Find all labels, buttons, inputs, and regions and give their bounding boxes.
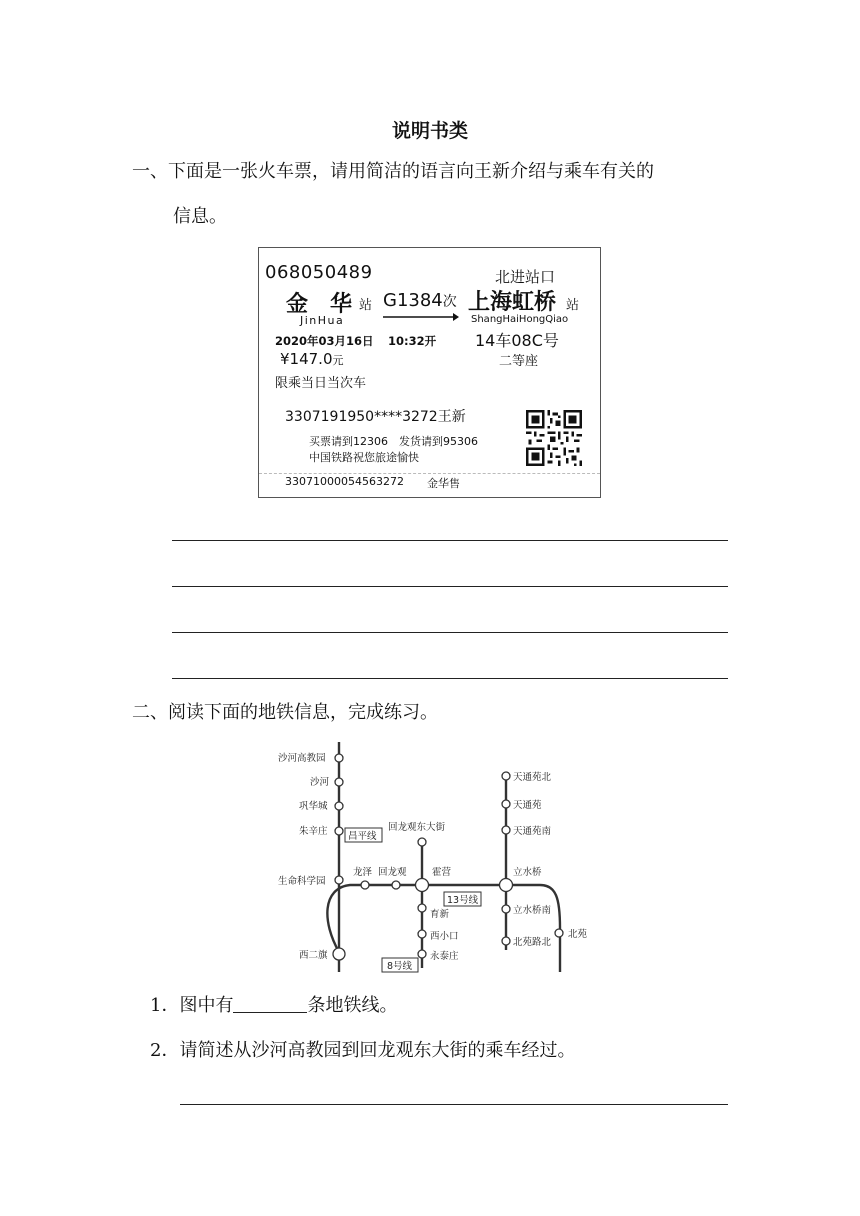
station-shahe-gaojiaoyuan: 沙河高教园 xyxy=(278,753,326,764)
question-2-item-2: 2．请简述从沙河高教园到回龙观东大街的乘车经过。 xyxy=(150,1040,576,1061)
station-gonghuacheng: 巩华城 xyxy=(299,801,328,812)
qr-code-icon xyxy=(526,410,582,466)
ticket-slogan: 中国铁路祝您旅途愉快 xyxy=(309,451,419,464)
ticket-to-suffix: 站 xyxy=(566,298,580,313)
answer-line-1[interactable] xyxy=(172,540,728,541)
ticket-from-station: 金 华 xyxy=(286,292,353,317)
station-tiantongyuan-nan: 天通苑南 xyxy=(513,826,552,837)
ticket-passenger-id: 3307191950****3272王新 xyxy=(285,409,466,425)
ticket-from-suffix: 站 xyxy=(359,298,373,313)
train-ticket xyxy=(258,247,601,498)
item-1-suffix: 条地铁线。 xyxy=(307,995,398,1016)
label-line-13: 13号线 xyxy=(447,895,479,906)
station-shahe: 沙河 xyxy=(310,777,330,788)
ticket-arrow xyxy=(383,312,459,322)
ticket-train-number: G1384次 xyxy=(383,290,457,311)
ticket-from-pinyin: JinHua xyxy=(300,314,345,327)
station-huilongguan-dongdajie: 回龙观东大街 xyxy=(388,822,446,833)
station-lishuiqiao: 立水桥 xyxy=(513,867,542,878)
answer-line-4[interactable] xyxy=(172,678,728,679)
station-beiyuan: 北苑 xyxy=(568,929,588,940)
item-1-prefix: 1．图中有 xyxy=(150,995,234,1016)
station-tiantongyuan: 天通苑 xyxy=(513,800,542,811)
ticket-date: 2020年03月16日 xyxy=(275,334,374,348)
ticket-sold-at: 金华售 xyxy=(427,477,460,490)
ticket-code: 33071000054563272 xyxy=(285,475,404,488)
subway-map xyxy=(270,738,600,978)
answer-line-5[interactable] xyxy=(180,1104,728,1105)
ticket-to-pinyin: ShangHaiHongQiao xyxy=(471,314,569,325)
station-beiyuanlu-bei: 北苑路北 xyxy=(513,937,552,948)
answer-line-3[interactable] xyxy=(172,632,728,633)
page-title: 说明书类 xyxy=(391,120,468,142)
fill-in-blank[interactable] xyxy=(233,996,307,1013)
station-xierqi: 西二旗 xyxy=(299,950,328,961)
label-line-8: 8号线 xyxy=(387,961,413,972)
ticket-entrance: 北进站口 xyxy=(495,268,556,286)
station-xixiaokou: 西小口 xyxy=(430,931,459,942)
station-yongtaizhuang: 永泰庄 xyxy=(430,951,459,962)
question-1-text-cont: 信息。 xyxy=(173,206,227,227)
ticket-time: 10:32开 xyxy=(388,334,437,348)
station-lishuiqiao-nan: 立水桥南 xyxy=(513,905,552,916)
station-huilongguan: 回龙观 xyxy=(378,867,407,878)
question-2-heading: 二、阅读下面的地铁信息，完成练习。 xyxy=(132,702,438,723)
question-1-text: 一、下面是一张火车票，请用简洁的语言向王新介绍与乘车有关的 xyxy=(132,161,654,182)
ticket-divider xyxy=(259,473,600,474)
station-yuxin: 育新 xyxy=(430,909,450,920)
ticket-price: ¥147.0元 xyxy=(280,350,344,368)
station-longze: 龙泽 xyxy=(353,867,373,878)
ticket-class: 二等座 xyxy=(499,354,539,369)
ticket-limit: 限乘当日当次车 xyxy=(275,376,367,391)
label-changping-line: 昌平线 xyxy=(348,831,377,842)
station-markers xyxy=(333,754,563,960)
station-shengming: 生命科学园 xyxy=(278,876,326,887)
ticket-to-station: 上海虹桥 xyxy=(468,290,557,315)
station-zhuxinzhuang: 朱辛庄 xyxy=(299,826,328,837)
ticket-seat: 14车08C号 xyxy=(475,331,559,350)
ticket-serial: 068050489 xyxy=(265,262,373,283)
station-tiantongyuan-bei: 天通苑北 xyxy=(513,772,552,783)
station-huoying: 霍营 xyxy=(432,867,452,878)
answer-line-2[interactable] xyxy=(172,586,728,587)
ticket-buy-info: 买票请到12306 发货请到95306 xyxy=(309,435,478,448)
question-2-item-1 xyxy=(150,996,397,1015)
